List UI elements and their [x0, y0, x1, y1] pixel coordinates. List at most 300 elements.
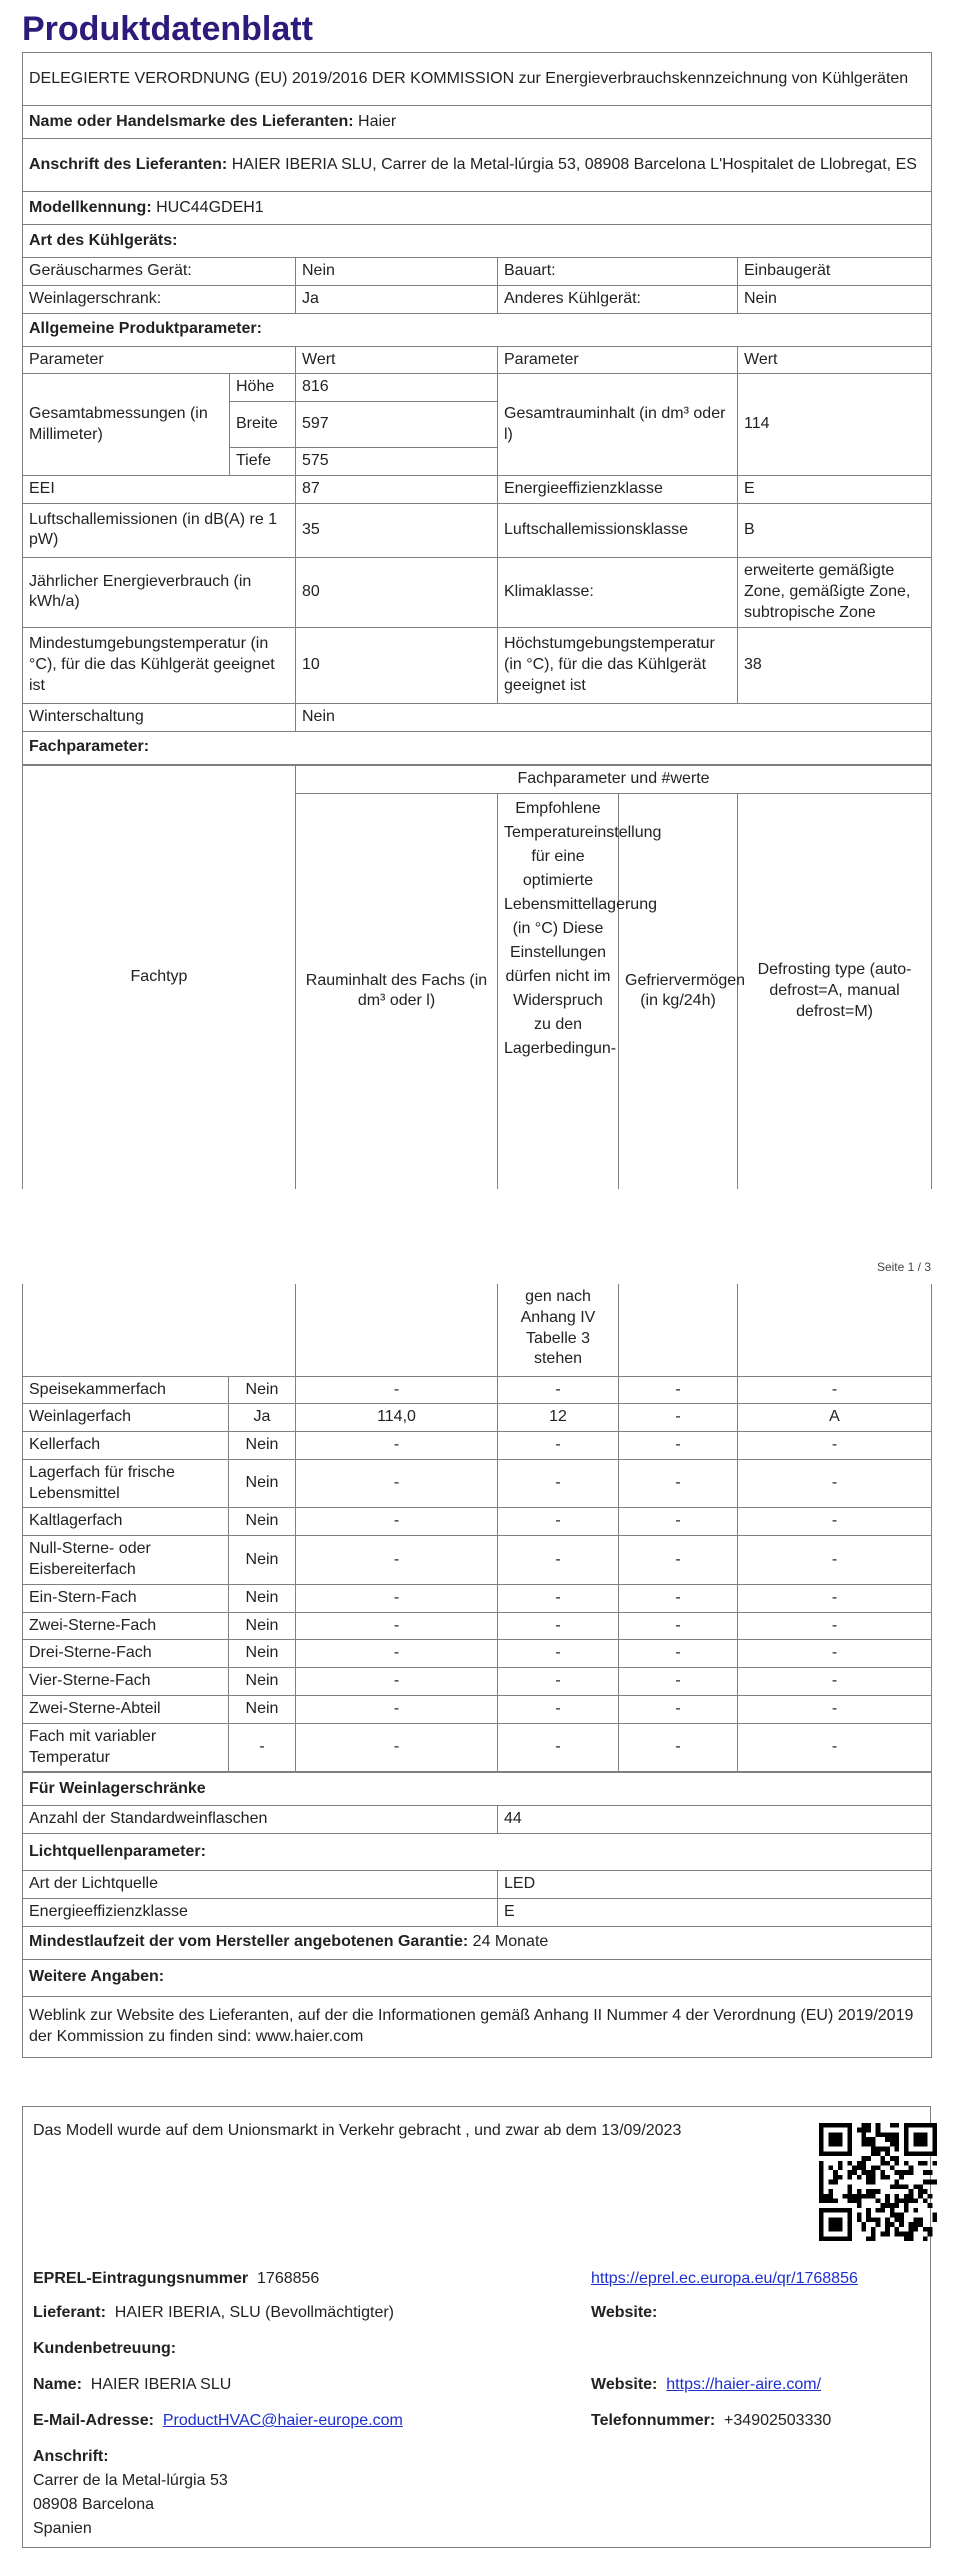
fach-value-cell: - — [296, 1696, 498, 1724]
qr-module — [904, 2203, 909, 2208]
dimension-value: 575 — [296, 448, 498, 476]
param-cell: 38 — [738, 627, 932, 703]
qr-module — [899, 2175, 904, 2180]
fach-row — [23, 1404, 932, 1432]
fach-value-cell: - — [619, 1584, 738, 1612]
fach-value-cell: - — [498, 1376, 619, 1404]
light-type-label: Art der Lichtquelle — [23, 1871, 498, 1899]
qr-module — [876, 2132, 881, 2137]
qr-module — [828, 2180, 833, 2185]
col-header-parameter: Parameter — [498, 346, 738, 374]
fach-row — [23, 1376, 932, 1404]
fach-value-cell: Nein — [229, 1536, 296, 1585]
fach-value-cell: - — [498, 1668, 619, 1696]
further-heading: Weitere Angaben: — [23, 1959, 932, 1996]
col-header-temperature: Empfohlene Temperatureinstellung für eine optimierte Lebensmittellagerung (in °C) Diese Einstellungen dürfen nicht im Widerspruch zu den Lagerbedingun- — [498, 793, 619, 1189]
datasheet-page-1 — [22, 12, 931, 1189]
qr-module — [890, 2123, 895, 2128]
qr-module — [913, 2222, 918, 2227]
qr-module — [923, 2199, 928, 2204]
qr-module — [928, 2170, 933, 2175]
qr-module — [904, 2236, 909, 2241]
fach-heading: Fachparameter: — [23, 731, 932, 764]
qr-module — [885, 2232, 890, 2237]
fach-value-cell: - — [619, 1640, 738, 1668]
qr-module — [890, 2203, 895, 2208]
qr-module — [861, 2128, 866, 2133]
supplier-name-label: Name oder Handelsmarke des Lieferanten: — [29, 112, 354, 130]
qr-module — [824, 2199, 829, 2204]
art-cell: Bauart: — [498, 258, 738, 286]
qr-module — [880, 2132, 885, 2137]
qr-module — [866, 2180, 871, 2185]
fach-value-cell: - — [619, 1459, 738, 1508]
fach-value-cell: - — [619, 1668, 738, 1696]
qr-module — [871, 2232, 876, 2237]
name-label: Name: — [33, 2376, 82, 2393]
email-link[interactable]: ProductHVAC@haier-europe.com — [162, 2412, 403, 2429]
qr-module — [895, 2132, 900, 2137]
fach-header-part1 — [22, 765, 932, 1189]
datasheet-table-top — [22, 52, 932, 765]
qr-module — [923, 2161, 928, 2166]
supplier-address-value: HAIER IBERIA SLU, Carrer de la Metal-lúrgia 53, 08908 Barcelona L'Hospitalet de Llobregat, ES — [231, 155, 917, 173]
page-number: Seite 1 / 3 — [876, 1260, 931, 1274]
qr-module — [847, 2161, 852, 2166]
qr-module — [871, 2217, 876, 2222]
qr-module — [913, 2132, 927, 2146]
qr-module — [876, 2208, 881, 2213]
qr-module — [895, 2147, 900, 2152]
qr-module — [876, 2128, 881, 2133]
further-text: Weblink zur Website des Lieferanten, auf der die Informationen gemäß Anhang II Nummer 4 der Verordnung (EU) 2019/2019 der Kommission zu finden sind: — [29, 2007, 914, 2045]
param-cell: Klimaklasse: — [498, 557, 738, 627]
fach-type-cell: Kellerfach — [23, 1432, 229, 1460]
qr-module — [861, 2222, 866, 2227]
qr-module — [876, 2217, 881, 2222]
wine-bottles-label: Anzahl der Standardweinflaschen — [23, 1806, 498, 1834]
qr-module — [928, 2203, 933, 2208]
phone-value: +34902503330 — [724, 2412, 832, 2429]
qr-module — [828, 2194, 833, 2199]
col-header-value: Wert — [296, 346, 498, 374]
qr-module — [857, 2175, 862, 2180]
dimensions-label: Gesamtabmessungen (in Millimeter) — [23, 374, 230, 476]
qr-module — [876, 2199, 881, 2204]
qr-module — [871, 2165, 876, 2170]
winter-value: Nein — [296, 703, 932, 731]
supplier-name-row — [23, 106, 932, 139]
fach-value-cell: Nein — [229, 1584, 296, 1612]
qr-module — [866, 2170, 871, 2175]
qr-module — [819, 2175, 824, 2180]
qr-module — [866, 2123, 871, 2128]
qr-module — [871, 2194, 876, 2199]
qr-module — [880, 2170, 885, 2175]
fach-row — [23, 1640, 932, 1668]
param-cell: Luftschallemissionen (in dB(A) re 1 pW) — [23, 503, 296, 557]
qr-module — [890, 2165, 895, 2170]
fach-value-cell: - — [619, 1404, 738, 1432]
qr-module — [866, 2128, 871, 2133]
qr-module — [895, 2199, 900, 2204]
qr-module — [847, 2175, 852, 2180]
qr-module — [866, 2142, 871, 2147]
qr-module — [895, 2142, 900, 2147]
fach-value-cell: - — [498, 1508, 619, 1536]
qr-module — [899, 2199, 904, 2204]
fach-value-cell: - — [296, 1376, 498, 1404]
total-volume-label: Gesamtrauminhalt (in dm³ oder l) — [498, 374, 738, 476]
qr-module — [866, 2137, 871, 2142]
qr-module — [857, 2213, 862, 2218]
fach-value-cell: - — [738, 1459, 932, 1508]
qr-module — [838, 2175, 843, 2180]
qr-module — [866, 2189, 871, 2194]
fach-value-cell: Nein — [229, 1459, 296, 1508]
qr-module — [899, 2184, 904, 2189]
art-cell: Geräuscharmes Gerät: — [23, 258, 296, 286]
qr-module — [847, 2170, 852, 2175]
art-heading: Art des Kühlgeräts: — [23, 225, 932, 258]
fach-value-cell: - — [296, 1640, 498, 1668]
qr-module — [819, 2199, 824, 2204]
fach-value-cell: - — [498, 1696, 619, 1724]
further-link[interactable]: www.haier.com — [255, 2027, 364, 2045]
fach-value-cell: - — [619, 1612, 738, 1640]
qr-module — [871, 2170, 876, 2175]
qr-module — [890, 2156, 895, 2161]
fach-value-cell: - — [296, 1668, 498, 1696]
qr-module — [861, 2123, 866, 2128]
qr-module — [880, 2208, 885, 2213]
qr-module — [866, 2213, 871, 2218]
supplier-value: HAIER IBERIA, SLU (Bevollmächtigter) — [114, 2304, 394, 2321]
website2-row — [591, 2375, 821, 2396]
qr-module — [871, 2180, 876, 2185]
fach-value-cell: - — [498, 1584, 619, 1612]
qr-module — [880, 2203, 885, 2208]
eprel-label: EPREL-Eintragungsnummer — [33, 2270, 249, 2287]
dimension-value: 597 — [296, 402, 498, 448]
market-info-box — [22, 2106, 931, 2548]
qr-module — [871, 2189, 876, 2194]
col-header-fachtyp: Fachtyp — [23, 765, 296, 1189]
qr-module — [861, 2142, 866, 2147]
qr-module — [819, 2161, 824, 2166]
dimension-value: 816 — [296, 374, 498, 402]
fach-value-cell: - — [296, 1508, 498, 1536]
qr-module — [923, 2180, 928, 2185]
qr-module — [876, 2165, 881, 2170]
fach-row — [23, 1459, 932, 1508]
qr-module — [847, 2189, 852, 2194]
fach-value-cell: - — [738, 1696, 932, 1724]
qr-module — [852, 2170, 857, 2175]
qr-module — [828, 2132, 842, 2146]
fach-value-cell: - — [498, 1723, 619, 1772]
fach-type-cell: Ein-Stern-Fach — [23, 1584, 229, 1612]
fach-value-cell: - — [738, 1584, 932, 1612]
qr-module — [895, 2170, 900, 2175]
qr-module — [828, 2199, 833, 2204]
qr-module — [904, 2194, 909, 2199]
qr-module — [847, 2199, 852, 2204]
fach-value-cell: Ja — [229, 1404, 296, 1432]
phone-label: Telefonnummer: — [591, 2412, 716, 2429]
qr-module — [895, 2194, 900, 2199]
fach-value-cell: - — [619, 1432, 738, 1460]
email-row — [33, 2411, 403, 2432]
qr-module — [909, 2236, 914, 2241]
qr-module — [857, 2161, 862, 2166]
qr-module — [899, 2213, 904, 2218]
qr-module — [923, 2189, 928, 2194]
qr-module — [918, 2194, 923, 2199]
eprel-value: 1768856 — [257, 2270, 320, 2287]
fach-value-cell: - — [738, 1432, 932, 1460]
qr-module — [928, 2232, 933, 2237]
fach-value-cell: Nein — [229, 1612, 296, 1640]
supplier-label: Lieferant: — [33, 2304, 106, 2321]
qr-module — [885, 2203, 890, 2208]
col-header-parameter: Parameter — [23, 346, 296, 374]
warranty-label: Mindestlaufzeit der vom Hersteller angebotenen Garantie: — [29, 1933, 469, 1951]
customer-service-label: Kundenbetreuung: — [33, 2340, 177, 2357]
further-info — [23, 1996, 932, 2057]
qr-module — [932, 2217, 937, 2222]
eprel-link[interactable]: https://eprel.ec.europa.eu/qr/1768856 — [591, 2270, 858, 2287]
qr-module — [861, 2161, 866, 2166]
fach-value-cell: Nein — [229, 1508, 296, 1536]
fach-type-cell: Zwei-Sterne-Abteil — [23, 1696, 229, 1724]
art-cell: Nein — [738, 285, 932, 313]
fach-value-cell: - — [738, 1376, 932, 1404]
website-label: Website: — [591, 2304, 658, 2321]
fach-value-cell: - — [619, 1508, 738, 1536]
page-title: Produktdatenblatt — [22, 10, 313, 48]
model-value: HUC44GDEH1 — [156, 198, 264, 216]
col-header-volume: Rauminhalt des Fachs (in dm³ oder l) — [296, 793, 498, 1189]
fach-header-cont — [738, 1284, 932, 1376]
qr-module — [828, 2217, 842, 2231]
qr-module — [890, 2208, 895, 2213]
qr-module — [904, 2170, 909, 2175]
qr-module — [895, 2123, 900, 2128]
param-cell: 87 — [296, 476, 498, 504]
qr-module — [819, 2170, 824, 2175]
qr-module — [819, 2189, 824, 2194]
qr-module — [880, 2156, 885, 2161]
qr-module — [871, 2175, 876, 2180]
qr-module — [866, 2175, 871, 2180]
qr-module — [824, 2194, 829, 2199]
qr-module — [861, 2137, 866, 2142]
qr-module — [885, 2161, 890, 2166]
fach-value-cell: - — [296, 1536, 498, 1585]
qr-module — [885, 2199, 890, 2204]
qr-module — [895, 2156, 900, 2161]
qr-module — [904, 2208, 909, 2213]
supplier-name-value: Haier — [358, 112, 397, 130]
qr-module — [918, 2161, 923, 2166]
fach-value-cell: - — [738, 1668, 932, 1696]
qr-module — [928, 2194, 933, 2199]
qr-module — [909, 2222, 914, 2227]
col-header-defrost: Defrosting type (auto-defrost=A, manual defrost=M) — [738, 793, 932, 1189]
col-header-freeze: Gefriervermögen (in kg/24h) — [619, 793, 738, 1189]
qr-module — [913, 2217, 918, 2222]
fach-type-cell: Drei-Sterne-Fach — [23, 1640, 229, 1668]
qr-module — [885, 2132, 890, 2137]
qr-module — [876, 2151, 881, 2156]
qr-module — [923, 2236, 928, 2241]
qr-module — [885, 2137, 890, 2142]
qr-module — [876, 2189, 881, 2194]
fach-value-cell: Nein — [229, 1668, 296, 1696]
website2-link[interactable]: https://haier-aire.com/ — [666, 2376, 822, 2393]
address-line: 08908 Barcelona — [33, 2496, 154, 2513]
qr-module — [871, 2137, 876, 2142]
qr-module — [890, 2184, 895, 2189]
qr-module — [847, 2194, 852, 2199]
fach-value-cell: 114,0 — [296, 1404, 498, 1432]
param-cell: Energieeffizienzklasse — [498, 476, 738, 504]
qr-module — [880, 2161, 885, 2166]
param-cell: B — [738, 503, 932, 557]
wine-heading: Für Weinlagerschränke — [23, 1773, 932, 1806]
param-cell: E — [738, 476, 932, 504]
qr-module — [852, 2165, 857, 2170]
light-type-value: LED — [498, 1871, 932, 1899]
qr-module — [904, 2199, 909, 2204]
qr-code — [819, 2123, 937, 2241]
qr-module — [857, 2194, 862, 2199]
fach-table — [22, 1284, 932, 1772]
market-date-text: Das Modell wurde auf dem Unionsmarkt in Verkehr gebracht , und zwar ab dem 13/09/2023 — [33, 2122, 682, 2139]
qr-module — [857, 2165, 862, 2170]
qr-module — [857, 2217, 862, 2222]
fach-value-cell: - — [296, 1612, 498, 1640]
address-label: Anschrift: — [33, 2448, 109, 2465]
param-cell: 35 — [296, 503, 498, 557]
param-cell: Mindestumgebungstemperatur (in °C), für die das Kühlgerät geeignet ist — [23, 627, 296, 703]
fach-value-cell: 12 — [498, 1404, 619, 1432]
datasheet-page-2 — [22, 1284, 931, 2058]
winter-label: Winterschaltung — [23, 703, 296, 731]
name-row — [33, 2375, 231, 2396]
qr-module — [843, 2194, 848, 2199]
qr-module — [913, 2199, 918, 2204]
qr-module — [833, 2170, 838, 2175]
qr-module — [899, 2222, 904, 2227]
qr-module — [932, 2180, 937, 2185]
qr-module — [819, 2165, 824, 2170]
art-cell: Nein — [296, 258, 498, 286]
fach-type-cell: Kaltlagerfach — [23, 1508, 229, 1536]
fach-value-cell: - — [498, 1432, 619, 1460]
param-cell: erweiterte gemäßigte Zone, gemäßigte Zone, subtropische Zone — [738, 557, 932, 627]
qr-module — [833, 2180, 838, 2185]
qr-module — [861, 2156, 866, 2161]
fach-row — [23, 1536, 932, 1585]
qr-module — [932, 2213, 937, 2218]
param-cell: 80 — [296, 557, 498, 627]
fach-value-cell: - — [296, 1723, 498, 1772]
fach-type-cell: Zwei-Sterne-Fach — [23, 1612, 229, 1640]
qr-module — [909, 2194, 914, 2199]
wine-bottles-value: 44 — [498, 1806, 932, 1834]
regulation-text: DELEGIERTE VERORDNUNG (EU) 2019/2016 DER KOMMISSION zur Energieverbrauchskennzeichnung von Kühlgeräten — [23, 53, 932, 106]
qr-module — [904, 2161, 909, 2166]
qr-module — [866, 2236, 871, 2241]
qr-module — [866, 2156, 871, 2161]
qr-module — [918, 2189, 923, 2194]
qr-module — [861, 2165, 866, 2170]
qr-module — [918, 2217, 923, 2222]
fach-value-cell: - — [619, 1536, 738, 1585]
fach-value-cell: Nein — [229, 1432, 296, 1460]
warranty-row — [23, 1926, 932, 1959]
qr-module — [871, 2142, 876, 2147]
qr-module — [909, 2189, 914, 2194]
fach-value-cell: - — [498, 1536, 619, 1585]
qr-module — [880, 2147, 885, 2152]
qr-module — [928, 2227, 933, 2232]
qr-module — [838, 2161, 843, 2166]
fach-value-cell: - — [619, 1376, 738, 1404]
qr-module — [847, 2184, 852, 2189]
qr-module — [885, 2217, 890, 2222]
fach-header-cont — [619, 1284, 738, 1376]
art-cell: Anderes Kühlgerät: — [498, 285, 738, 313]
param-cell: Luftschallemissionsklasse — [498, 503, 738, 557]
fach-value-cell: - — [738, 1612, 932, 1640]
fach-row — [23, 1508, 932, 1536]
fach-value-cell: - — [738, 1723, 932, 1772]
general-heading: Allgemeine Produktparameter: — [23, 313, 932, 346]
fach-value-cell: - — [296, 1459, 498, 1508]
qr-module — [918, 2184, 923, 2189]
fach-row — [23, 1696, 932, 1724]
qr-module — [895, 2232, 900, 2237]
fach-row — [23, 1668, 932, 1696]
qr-module — [890, 2137, 895, 2142]
qr-module — [918, 2222, 923, 2227]
qr-module — [861, 2132, 866, 2137]
qr-module — [913, 2227, 918, 2232]
fach-value-cell: - — [498, 1612, 619, 1640]
qr-module — [828, 2189, 833, 2194]
fach-value-cell: Nein — [229, 1640, 296, 1668]
qr-module — [895, 2217, 900, 2222]
fach-row — [23, 1612, 932, 1640]
dimension-name: Höhe — [230, 374, 296, 402]
qr-module — [923, 2227, 928, 2232]
qr-module — [909, 2170, 914, 2175]
qr-module — [904, 2232, 909, 2237]
art-cell: Weinlagerschrank: — [23, 285, 296, 313]
qr-module — [871, 2147, 876, 2152]
qr-module — [932, 2161, 937, 2166]
phone-row — [591, 2411, 831, 2432]
fach-row — [23, 1723, 932, 1772]
fach-type-cell: Fach mit variabler Temperatur — [23, 1723, 229, 1772]
qr-module — [861, 2194, 866, 2199]
fach-value-cell: - — [229, 1723, 296, 1772]
col-header-temperature-cont: gen nach Anhang IV Tabelle 3 stehen — [498, 1284, 619, 1376]
qr-module — [871, 2227, 876, 2232]
